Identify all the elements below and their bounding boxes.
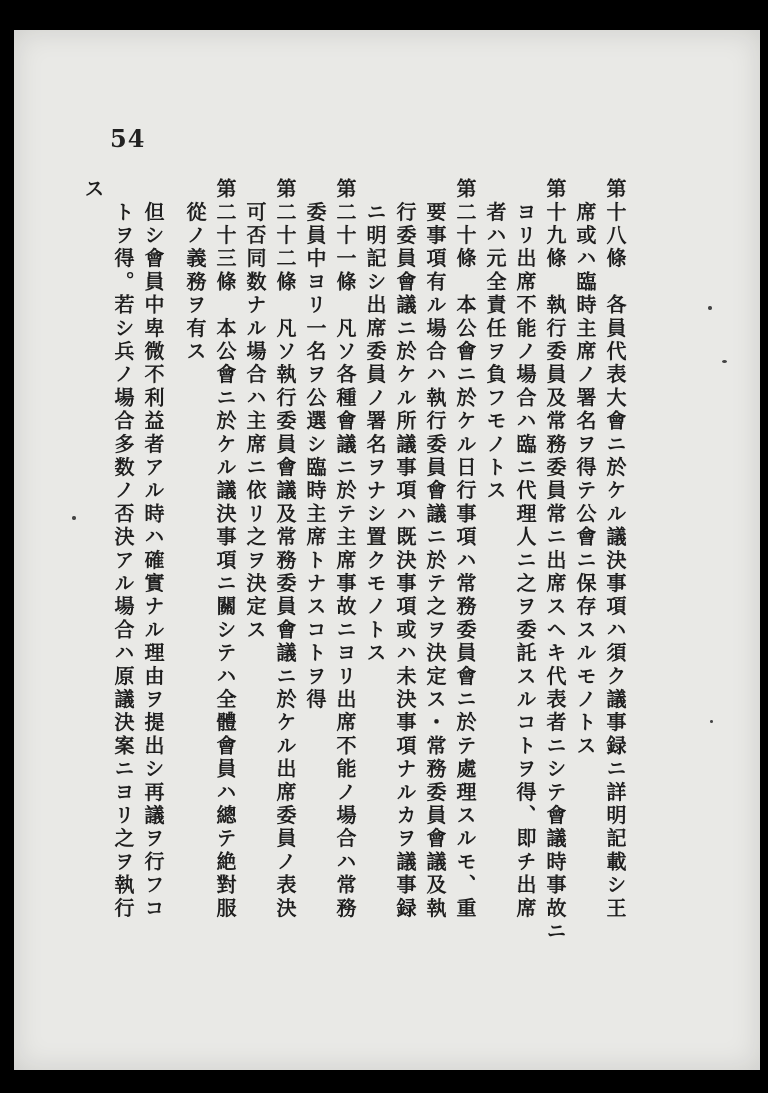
- paper-speck: [710, 720, 713, 723]
- text-column-3: 第十九條 執行委員及常務委員常ニ出席スヘキ代表者ニシテ會議時事故ニ: [543, 178, 567, 944]
- text-column-2: 席或ハ臨時主席ノ署名ヲ得テ公會ニ保存スルモノトス: [573, 178, 597, 758]
- text-column-13: 可否同数ナル場合ハ主席ニ依リ之ヲ決定ス: [243, 178, 267, 642]
- text-column-18: ス: [81, 178, 105, 202]
- paper-speck: [72, 516, 76, 520]
- text-column-17: トヲ得。若シ兵ノ場合多数ノ否決アル場合ハ原議決案ニヨリ之ヲ執行: [111, 178, 135, 921]
- text-column-8: 行委員會議ニ於ケル所議事項ハ既決事項或ハ未決事項ナルカヲ議事録: [393, 178, 417, 921]
- text-column-11: 委員中ヨリ一名ヲ公選シ臨時主席トナスコトヲ得: [303, 178, 327, 712]
- text-column-12: 第二十二條 凡ソ執行委員會議及常務委員會議ニ於ケル出席委員ノ表決: [273, 178, 297, 921]
- text-column-14: 第二十三條 本公會ニ於ケル議決事項ニ關シテハ全體會員ハ總テ絶對服: [213, 178, 237, 921]
- document-page: [14, 30, 760, 1070]
- text-column-4: ヨリ出席不能ノ場合ハ臨ニ代理人ニ之ヲ委託スルコトヲ得、即チ出席: [513, 178, 537, 921]
- text-column-9: ニ明記シ出席委員ノ署名ヲナシ置クモノトス: [363, 178, 387, 666]
- text-column-7: 要事項有ル場合ハ執行委員會議ニ於テ之ヲ決定ス・常務委員會議及執: [423, 178, 447, 921]
- text-column-15: 從ノ義務ヲ有ス: [183, 178, 207, 364]
- text-column-16: 但シ會員中卑微不利益者アル時ハ確實ナル理由ヲ提出シ再議ヲ行フコ: [141, 178, 165, 921]
- text-column-10: 第二十一條 凡ソ各種會議ニ於テ主席事故ニヨリ出席不能ノ場合ハ常務: [333, 178, 357, 921]
- page-number: 54: [110, 124, 146, 153]
- text-column-1: 第十八條 各員代表大會ニ於ケル議決事項ハ須ク議事録ニ詳明記載シ王: [603, 178, 627, 921]
- paper-speck: [722, 360, 727, 363]
- paper-speck: [708, 306, 712, 310]
- text-column-5: 者ハ元全責任ヲ負フモノトス: [483, 178, 507, 503]
- text-column-6: 第二十條 本公會ニ於ケル日行事項ハ常務委員會ニ於テ處理スルモ、重: [453, 178, 477, 921]
